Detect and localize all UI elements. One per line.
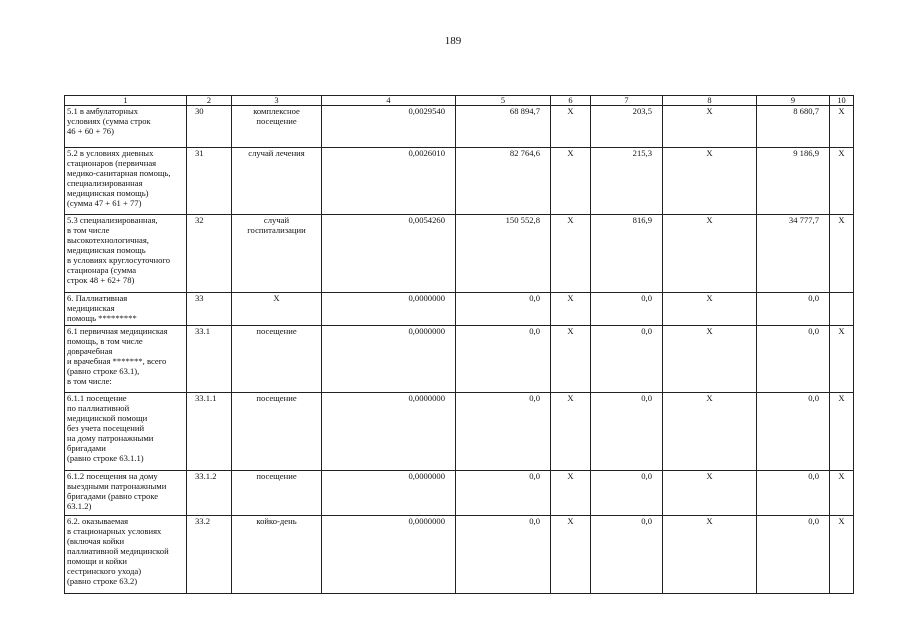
table-cell-col1: 5.1 в амбулаторных условиях (сумма строк 46 + 60 + 76) [65,106,187,148]
table-cell-col4: 0,0000000 [322,471,456,516]
table-row [65,471,854,516]
table-cell-col6: Х [551,215,591,293]
column-header: 6 [551,96,591,106]
table-cell-col5: 0,0 [456,326,551,393]
table-cell-col10: Х [830,215,854,293]
table-cell-col2: 33.1.2 [187,471,232,516]
table-cell-col3: посещение [232,471,322,516]
column-header: 3 [232,96,322,106]
table-row [65,293,854,326]
table-cell-col8: Х [663,106,757,148]
table-cell-col2: 31 [187,148,232,215]
table-cell-col7: 0,0 [591,471,663,516]
table-cell-col1: 6. Паллиативная медицинская помощь ********* [65,293,187,326]
column-header: 7 [591,96,663,106]
table-cell-col7: 0,0 [591,516,663,594]
table-row [65,516,854,594]
table-cell-col3: комплексное посещение [232,106,322,148]
table-row [65,326,854,393]
table-cell-col8: Х [663,148,757,215]
table-cell-col7: 0,0 [591,326,663,393]
table-cell-col3: посещение [232,326,322,393]
table-cell-col9: 0,0 [757,326,830,393]
table-cell-col8: Х [663,215,757,293]
table-cell-col3: случай лечения [232,148,322,215]
table-cell-col6: Х [551,393,591,471]
table-cell-col7: 0,0 [591,293,663,326]
table-cell-col6: Х [551,471,591,516]
table-cell-col1: 6.1.2 посещения на дому выездными патронажными бригадами (равно строке 63.1.2) [65,471,187,516]
table-body [65,106,854,594]
column-header: 9 [757,96,830,106]
table-cell-col9: 9 186,9 [757,148,830,215]
column-header: 1 [65,96,187,106]
table-cell-col2: 33.1 [187,326,232,393]
table-cell-col7: 203,5 [591,106,663,148]
table-cell-col3: койко-день [232,516,322,594]
table-cell-col3: случай госпитализации [232,215,322,293]
table-cell-col7: 0,0 [591,393,663,471]
table-cell-col9: 0,0 [757,393,830,471]
table-cell-col3: Х [232,293,322,326]
table-cell-col4: 0,0000000 [322,393,456,471]
column-header: 8 [663,96,757,106]
table-cell-col2: 33.2 [187,516,232,594]
column-header: 4 [322,96,456,106]
table-cell-col7: 215,3 [591,148,663,215]
table-cell-col8: Х [663,516,757,594]
page-number: 189 [444,35,462,47]
table-cell-col8: Х [663,393,757,471]
table-cell-col2: 30 [187,106,232,148]
column-header: 2 [187,96,232,106]
table-cell-col1: 5.3 специализированная, в том числе высокотехнологичная, медицинская помощь в условиях круглосуточного стационара (сумма строк 48 + 62+ 78) [65,215,187,293]
table-cell-col10: Х [830,471,854,516]
table-cell-col10: Х [830,516,854,594]
table-cell-col8: Х [663,471,757,516]
data-table [64,95,854,594]
table-cell-col4: 0,0000000 [322,293,456,326]
table-cell-col4: 0,0000000 [322,326,456,393]
table-row [65,148,854,215]
table-cell-col9: 0,0 [757,293,830,326]
table-cell-col6: Х [551,148,591,215]
table-cell-col5: 68 894,7 [456,106,551,148]
table-cell-col6: Х [551,293,591,326]
table-cell-col6: Х [551,326,591,393]
table-cell-col6: Х [551,516,591,594]
table-cell-col7: 816,9 [591,215,663,293]
table-cell-col2: 32 [187,215,232,293]
table-cell-col1: 6.1 первичная медицинская помощь, в том числе доврачебная и врачебная *******, всего (равно строке 63.1), в том числе: [65,326,187,393]
table-cell-col5: 0,0 [456,516,551,594]
table-cell-col9: 8 680,7 [757,106,830,148]
table-cell-col5: 150 552,8 [456,215,551,293]
column-header: 5 [456,96,551,106]
table-cell-col6: Х [551,106,591,148]
table-cell-col5: 0,0 [456,471,551,516]
table-cell-col2: 33 [187,293,232,326]
table-cell-col8: Х [663,326,757,393]
table-cell-col1: 6.1.1 посещение по паллиативной медицинской помощи без учета посещений на дому патронажными бригадами (равно строке 63.1.1) [65,393,187,471]
table-cell-col9: 0,0 [757,516,830,594]
table-cell-col5: 0,0 [456,293,551,326]
table-cell-col2: 33.1.1 [187,393,232,471]
table-cell-col3: посещение [232,393,322,471]
table-cell-col1: 5.2 в условиях дневных стационаров (первичная медико-санитарная помощь, специализированная медицинская помощь) (сумма 47 + 61 + 77) [65,148,187,215]
table-cell-col4: 0,0054260 [322,215,456,293]
table-cell-col4: 0,0026010 [322,148,456,215]
table-cell-col1: 6.2. оказываемая в стационарных условиях (включая койки паллиативной медицинской помощи и койки сестринского ухода) (равно строке 63.2) [65,516,187,594]
table-cell-col9: 34 777,7 [757,215,830,293]
table-row [65,393,854,471]
table-cell-col9: 0,0 [757,471,830,516]
table-row [65,106,854,148]
table-cell-col10: Х [830,326,854,393]
table-cell-col4: 0,0000000 [322,516,456,594]
table-cell-col5: 0,0 [456,393,551,471]
table-cell-col8: Х [663,293,757,326]
table-cell-col10: Х [830,106,854,148]
table-cell-col4: 0,0029540 [322,106,456,148]
table-row [65,215,854,293]
column-header: 10 [830,96,854,106]
table-cell-col5: 82 764,6 [456,148,551,215]
table-cell-col10: Х [830,148,854,215]
header-row [65,96,854,106]
table-cell-col10: Х [830,393,854,471]
table-cell-col10 [830,293,854,326]
